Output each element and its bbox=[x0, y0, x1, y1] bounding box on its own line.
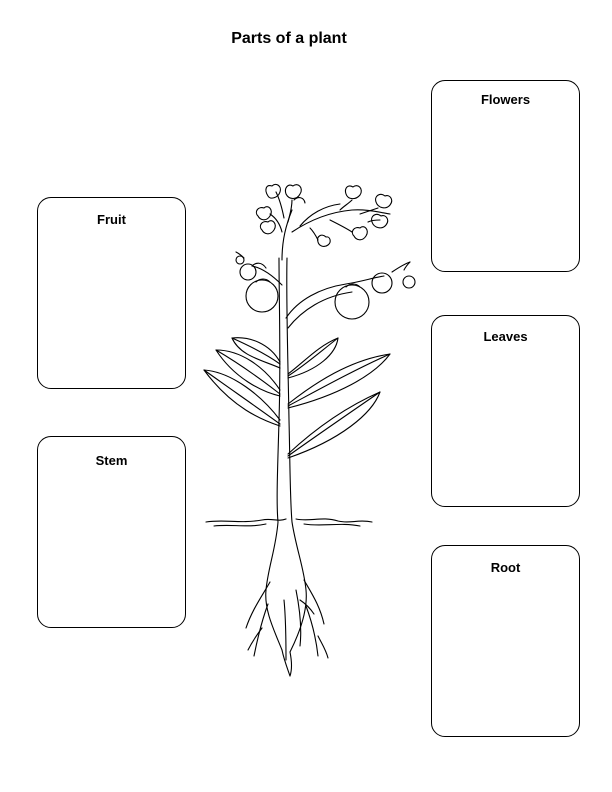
fruit-drawings bbox=[236, 252, 415, 319]
stem-answer-box bbox=[37, 436, 186, 628]
fruit-label: Fruit bbox=[97, 212, 126, 227]
leaves-answer-box bbox=[431, 315, 580, 507]
flowers-label: Flowers bbox=[480, 92, 531, 107]
flowers-answer-box bbox=[431, 80, 580, 272]
fruit-answer-box bbox=[37, 197, 186, 389]
root-answer-box bbox=[431, 545, 580, 737]
ground-line bbox=[206, 519, 372, 526]
root-drawings bbox=[246, 522, 328, 676]
worksheet-title: Parts of a plant bbox=[231, 30, 347, 47]
stem-label: Stem bbox=[95, 453, 128, 468]
leaf-drawings bbox=[204, 338, 390, 458]
leaves-label: Leaves bbox=[483, 329, 528, 344]
plant-illustration bbox=[196, 180, 426, 685]
root-label: Root bbox=[490, 560, 521, 575]
